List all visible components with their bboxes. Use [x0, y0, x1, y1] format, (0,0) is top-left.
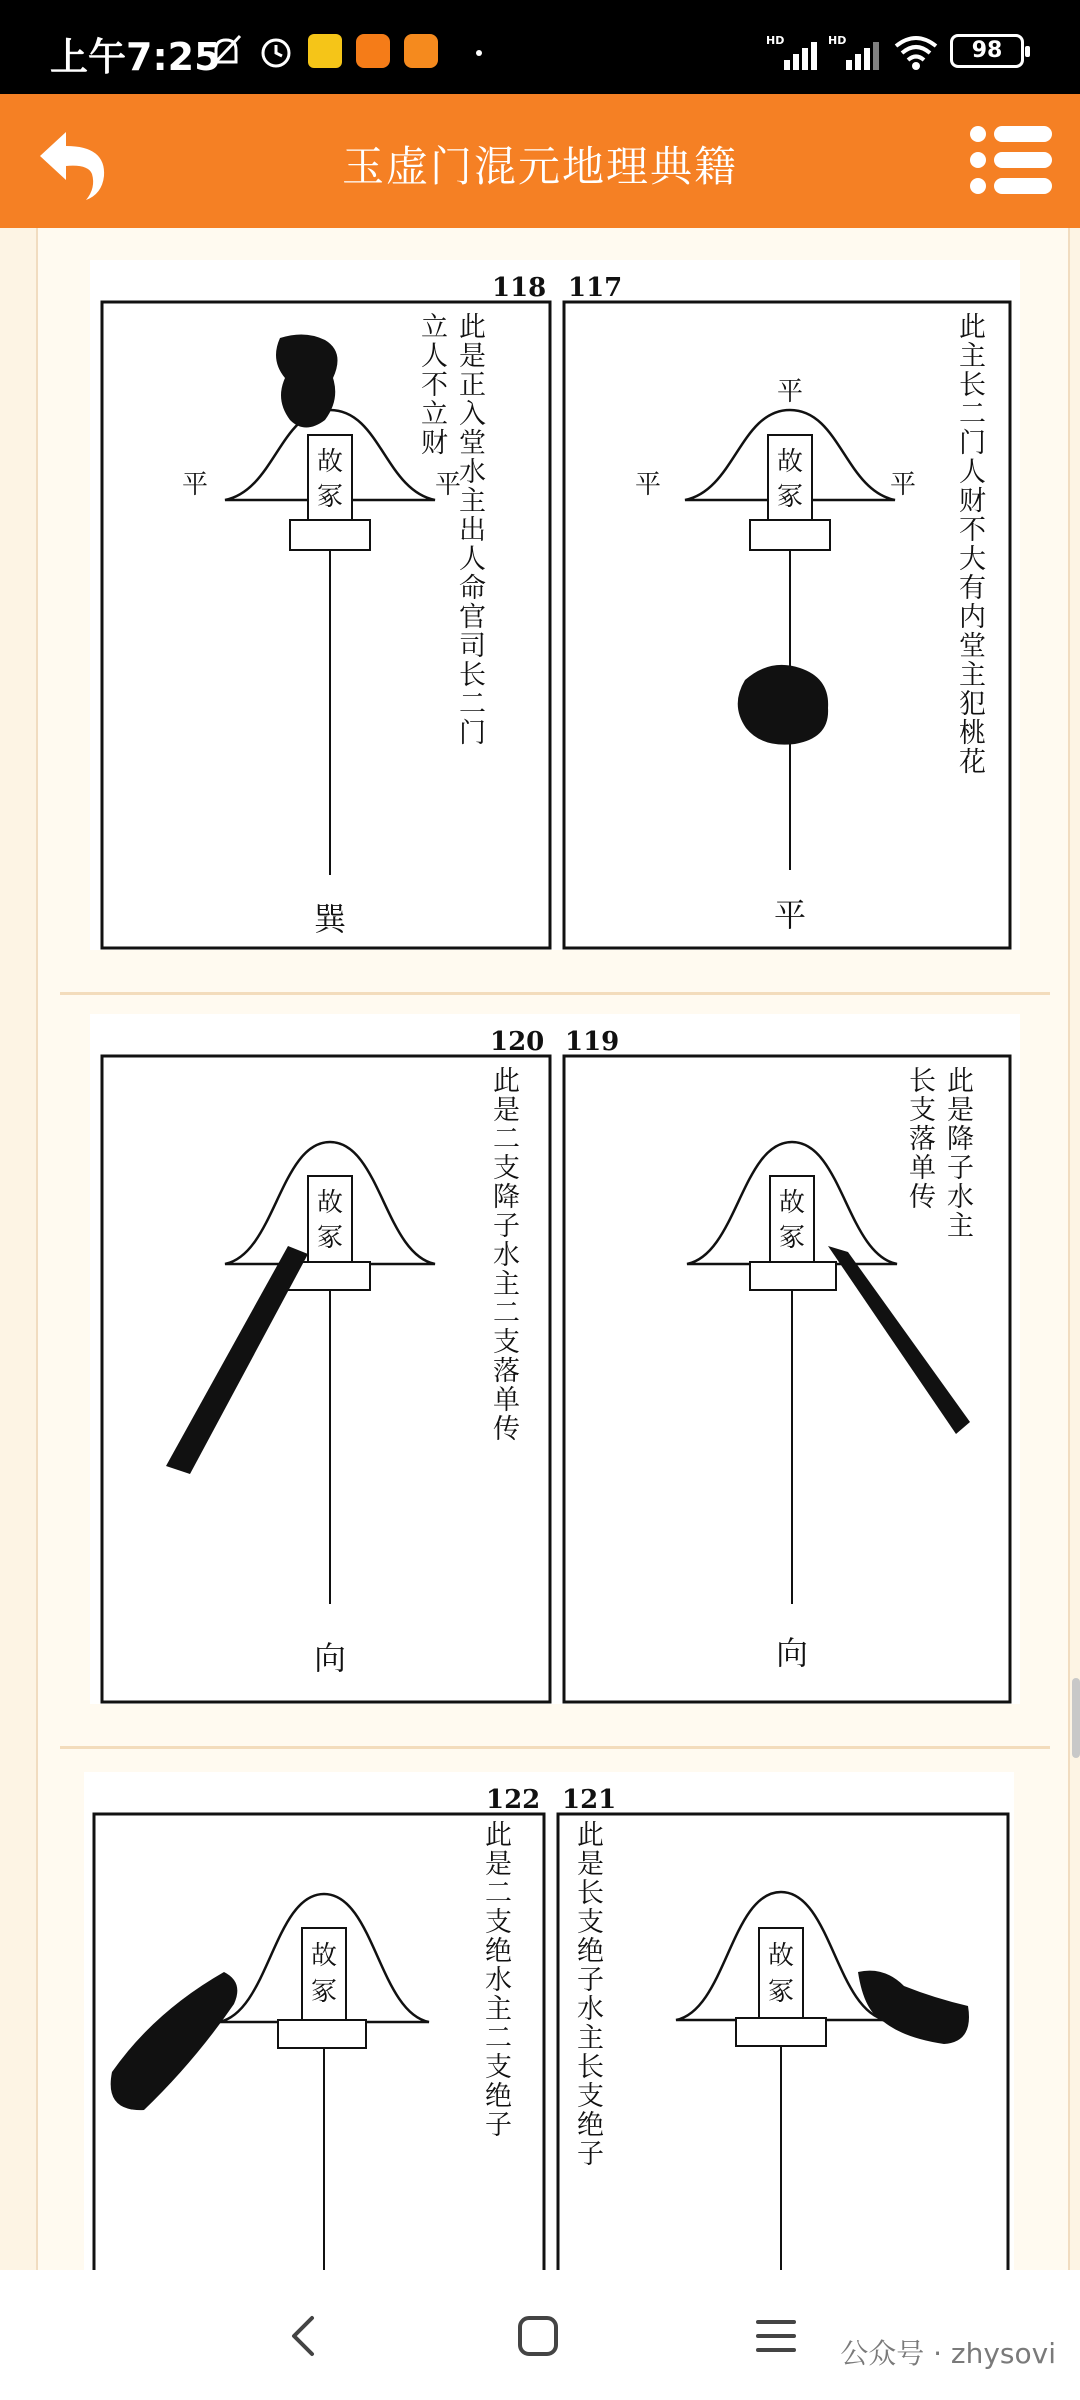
tomb-label: 故 — [316, 1188, 344, 1218]
tomb-label: 冢 — [776, 482, 804, 512]
book-content[interactable] — [0, 228, 1080, 2270]
page-title: 玉虚门混元地理典籍 — [341, 142, 738, 191]
tomb-label: 故 — [310, 1941, 338, 1971]
page-caption: 此主长二门人财不大有内堂主犯桃花 — [954, 312, 985, 776]
diagram-panels — [90, 1014, 1020, 1704]
battery-indicator: 98 — [950, 34, 1024, 68]
page-caption: 此是降子水主 — [942, 1066, 973, 1240]
page-number: 119 — [565, 1027, 620, 1057]
system-nav-bar — [0, 2270, 1080, 2400]
lines-menu-icon — [758, 2322, 794, 2350]
page-caption: 立人不立财 — [416, 312, 447, 457]
direction-label: 平 — [435, 470, 462, 500]
scrollbar-thumb[interactable] — [1072, 1678, 1080, 1758]
app-notification-icon — [308, 34, 342, 68]
svg-text:HD: HD — [828, 34, 847, 47]
page-number: 121 — [562, 1785, 617, 1815]
ink-mark — [738, 665, 828, 745]
section-divider — [60, 992, 1050, 995]
section-divider — [60, 1746, 1050, 1749]
direction-label: 平 — [182, 470, 209, 500]
direction-label: 平 — [776, 377, 804, 407]
page-caption: 此是正入堂水主出人命官司长二门 — [454, 312, 485, 747]
tomb-label: 故 — [778, 1188, 806, 1218]
chevron-left-icon — [294, 2318, 312, 2354]
diagram-spread — [90, 1014, 1020, 1704]
page-number: 118 — [492, 273, 547, 303]
nav-home-button[interactable] — [514, 2312, 562, 2360]
tomb-label: 故 — [776, 447, 804, 477]
diagram-spread — [84, 1772, 1014, 2270]
diagram-panels — [84, 1772, 1014, 2270]
page-caption: 此是二支绝水主二支绝子 — [480, 1820, 511, 2139]
diagram-spread — [90, 260, 1020, 950]
page-caption: 长支落单传 — [904, 1066, 935, 1211]
ink-mark — [166, 1246, 308, 1474]
ink-mark — [276, 334, 338, 427]
tomb-label: 冢 — [778, 1223, 806, 1253]
diagram-panels — [90, 260, 1020, 950]
nav-recents-button[interactable] — [752, 2312, 800, 2360]
mute-bell-icon — [206, 32, 246, 72]
tomb-label: 冢 — [767, 1977, 795, 2007]
direction-label: 平 — [890, 470, 917, 500]
direction-label: 平 — [773, 896, 807, 934]
direction-label: 向 — [313, 1639, 347, 1677]
more-notifications-dot — [476, 50, 482, 56]
status-time: 上午7:25 — [50, 35, 221, 79]
tomb-label: 冢 — [310, 1977, 338, 2007]
signal-icon — [766, 32, 822, 72]
page-caption: 此是长支绝子水主长支绝子 — [572, 1820, 603, 2168]
square-home-icon — [520, 2318, 556, 2354]
svg-text:HD: HD — [766, 34, 785, 47]
watermark: 公众号 · zhysovi — [840, 2337, 1056, 2370]
direction-label: 向 — [775, 1634, 809, 1672]
direction-label: 平 — [635, 470, 662, 500]
ink-mark — [828, 1246, 970, 1434]
signal-icon — [828, 32, 884, 72]
status-bar — [0, 0, 1080, 94]
tomb-label: 故 — [767, 1941, 795, 1971]
app-notification-icon — [356, 34, 390, 68]
alarm-clock-icon — [256, 32, 296, 72]
page-caption: 此是二支降子水主二支落单传 — [488, 1066, 519, 1443]
page-number: 122 — [486, 1785, 541, 1815]
wifi-icon — [892, 32, 940, 72]
app-header — [0, 94, 1080, 228]
tomb-label: 冢 — [316, 482, 344, 512]
tomb-label: 冢 — [316, 1223, 344, 1253]
tomb-label: 故 — [316, 447, 344, 477]
page-number: 120 — [490, 1027, 545, 1057]
page-number: 117 — [568, 273, 623, 303]
ink-mark — [111, 1972, 238, 2110]
app-notification-icon — [404, 34, 438, 68]
menu-button[interactable] — [966, 120, 1056, 200]
direction-label: 巽 — [313, 900, 347, 938]
nav-back-button[interactable] — [280, 2312, 328, 2360]
ink-mark — [858, 1971, 969, 2044]
list-menu-icon — [970, 126, 1052, 194]
